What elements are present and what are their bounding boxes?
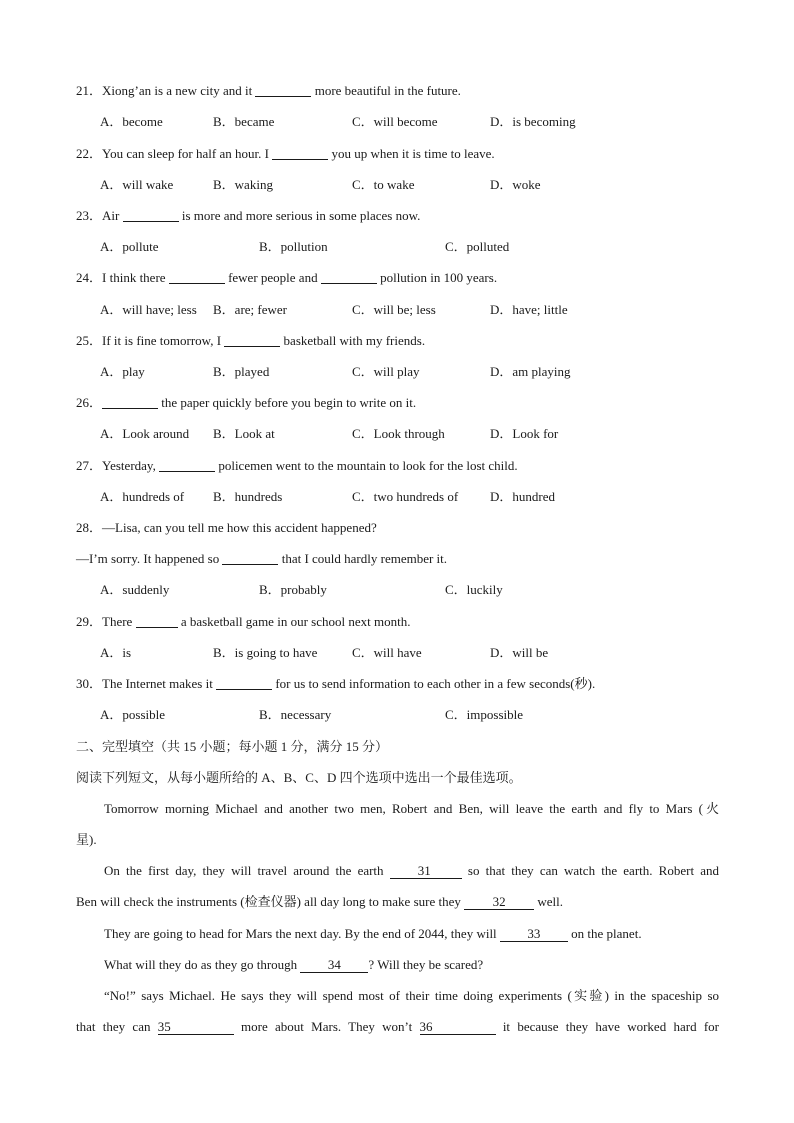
question-text: I think there (102, 270, 169, 285)
answer-blank (222, 551, 278, 565)
cloze-blank-33: 33 (500, 927, 568, 942)
question-text: fewer people and (224, 270, 321, 285)
question-23 (76, 207, 420, 225)
question-26 (76, 394, 416, 412)
question-number: 26． (76, 395, 103, 410)
option-b: B．Look at (213, 426, 275, 441)
option-c: C．two hundreds of (352, 489, 459, 504)
passage-text: so that they can watch the earth. Robert and (461, 863, 720, 878)
option-a: A．become (100, 114, 163, 129)
answer-blank (159, 458, 215, 472)
answer-blank (272, 146, 328, 160)
question-number: 30． (76, 676, 103, 691)
passage-text: well. (534, 894, 563, 909)
option-d: D．Look for (490, 426, 559, 441)
passage-paragraph-3 (104, 925, 642, 943)
passage-text: Ben will check the instruments (检查仪器) all day long to make sure they (76, 894, 465, 909)
question-text: is more and more serious in some places now. (178, 208, 421, 223)
option-c: C．Look through (352, 426, 445, 441)
cloze-blank-35: 35 (158, 1020, 234, 1035)
section-instruction: 阅读下列短文，从每小题所给的 A、B、C、D 四个选项中选出一个最佳选项。 (76, 770, 522, 785)
option-c: C．to wake (352, 177, 415, 192)
option-a: A．will wake (100, 177, 174, 192)
answer-blank (136, 614, 178, 628)
passage-text: They are going to head for Mars the next day. By the end of 2044, they will (104, 926, 500, 941)
passage-paragraph-2 (76, 862, 719, 880)
answer-blank (216, 676, 272, 690)
option-c: C．will become (352, 114, 438, 129)
option-b: B．became (213, 114, 275, 129)
option-b: B．pollution (259, 239, 328, 254)
passage-text: ? Will they be scared? (368, 957, 484, 972)
option-b: B．is going to have (213, 645, 318, 660)
option-a: A．pollute (100, 239, 159, 254)
question-22 (76, 145, 495, 163)
answer-blank (321, 270, 377, 284)
option-c: C．luckily (445, 582, 503, 597)
question-text: you up when it is time to leave. (328, 146, 495, 161)
option-c: C．impossible (445, 707, 524, 722)
question-text: more beautiful in the future. (311, 83, 461, 98)
cloze-blank-31: 31 (390, 864, 462, 879)
question-number: 24． (76, 270, 103, 285)
answer-blank (169, 270, 225, 284)
option-a: A．play (100, 364, 145, 379)
question-number: 21． (76, 83, 103, 98)
option-b: B．hundreds (213, 489, 283, 504)
passage-text: On the first day, they will travel around the earth (104, 863, 390, 878)
passage-text: on the planet. (567, 926, 642, 941)
question-text: pollution in 100 years. (376, 270, 498, 285)
question-27 (76, 457, 518, 475)
section-heading: 二、完型填空（共 15 小题；每小题 1 分，满分 15 分） (76, 739, 389, 754)
question-28-reply (76, 550, 447, 568)
question-text: You can sleep for half an hour. I (102, 146, 273, 161)
question-text: The Internet makes it (102, 676, 217, 691)
answer-blank (123, 208, 179, 222)
option-b: B．are; fewer (213, 302, 287, 317)
question-number: 25． (76, 333, 103, 348)
question-21 (76, 82, 461, 100)
passage-paragraph-5: “No!” says Michael. He says they will spend most of their time doing experiments (实验) in the spaceship so (104, 988, 719, 1003)
option-d: D．will be (490, 645, 549, 660)
passage-paragraph-1: Tomorrow morning Michael and another two men, Robert and Ben, will leave the earth and fly to Mars (火 (104, 801, 719, 816)
option-a: A．hundreds of (100, 489, 185, 504)
answer-blank (102, 395, 158, 409)
question-29 (76, 613, 410, 631)
option-a: A．possible (100, 707, 166, 722)
question-text: If it is fine tomorrow, I (102, 333, 225, 348)
option-a: A．is (100, 645, 132, 660)
option-a: A．suddenly (100, 582, 170, 597)
option-b: B．played (213, 364, 270, 379)
question-text: that I could hardly remember it. (278, 551, 448, 566)
option-b: B．necessary (259, 707, 332, 722)
passage-text: that they can (76, 1019, 158, 1034)
question-text: policemen went to the mountain to look for the lost child. (215, 458, 518, 473)
question-text: —Lisa, can you tell me how this accident happened? (102, 520, 377, 535)
question-number: 28． (76, 520, 103, 535)
question-24 (76, 269, 497, 287)
question-number: 27． (76, 458, 103, 473)
option-c: C．will be; less (352, 302, 436, 317)
option-c: C．will have (352, 645, 422, 660)
question-text: basketball with my friends. (280, 333, 426, 348)
question-text: Air (102, 208, 123, 223)
question-25 (76, 332, 425, 350)
option-d: D．woke (490, 177, 541, 192)
cloze-blank-34: 34 (300, 958, 368, 973)
passage-paragraph-2-cont (76, 893, 563, 911)
question-text: a basketball game in our school next month. (177, 614, 411, 629)
question-text: the paper quickly before you begin to write on it. (158, 395, 417, 410)
question-text: There (102, 614, 136, 629)
passage-text: more about Mars. They won’t (233, 1019, 420, 1034)
passage-paragraph-4 (104, 956, 483, 974)
option-c: C．polluted (445, 239, 510, 254)
option-b: B．probably (259, 582, 327, 597)
question-text: Yesterday, (102, 458, 160, 473)
option-d: D．hundred (490, 489, 555, 504)
option-d: D．is becoming (490, 114, 576, 129)
question-text: for us to send information to each other in a few seconds(秒). (272, 676, 596, 691)
question-number: 29． (76, 614, 103, 629)
answer-blank (255, 83, 311, 97)
passage-paragraph-5-cont (76, 1018, 719, 1036)
question-number: 22． (76, 146, 103, 161)
option-d: D．am playing (490, 364, 571, 379)
question-text: —I’m sorry. It happened so (76, 551, 223, 566)
option-d: D．have; little (490, 302, 568, 317)
option-a: A．will have; less (100, 302, 197, 317)
passage-text: What will they do as they go through (104, 957, 301, 972)
question-number: 23． (76, 208, 103, 223)
question-28 (76, 519, 377, 537)
option-c: C．will play (352, 364, 420, 379)
cloze-blank-32: 32 (464, 895, 534, 910)
answer-blank (224, 333, 280, 347)
passage-text: it because they have worked hard for (495, 1019, 720, 1034)
passage-paragraph-1-cont: 星). (76, 832, 97, 847)
option-a: A．Look around (100, 426, 190, 441)
option-b: B．waking (213, 177, 273, 192)
cloze-blank-36: 36 (420, 1020, 496, 1035)
question-30 (76, 675, 595, 693)
question-text: Xiong’an is a new city and it (102, 83, 256, 98)
